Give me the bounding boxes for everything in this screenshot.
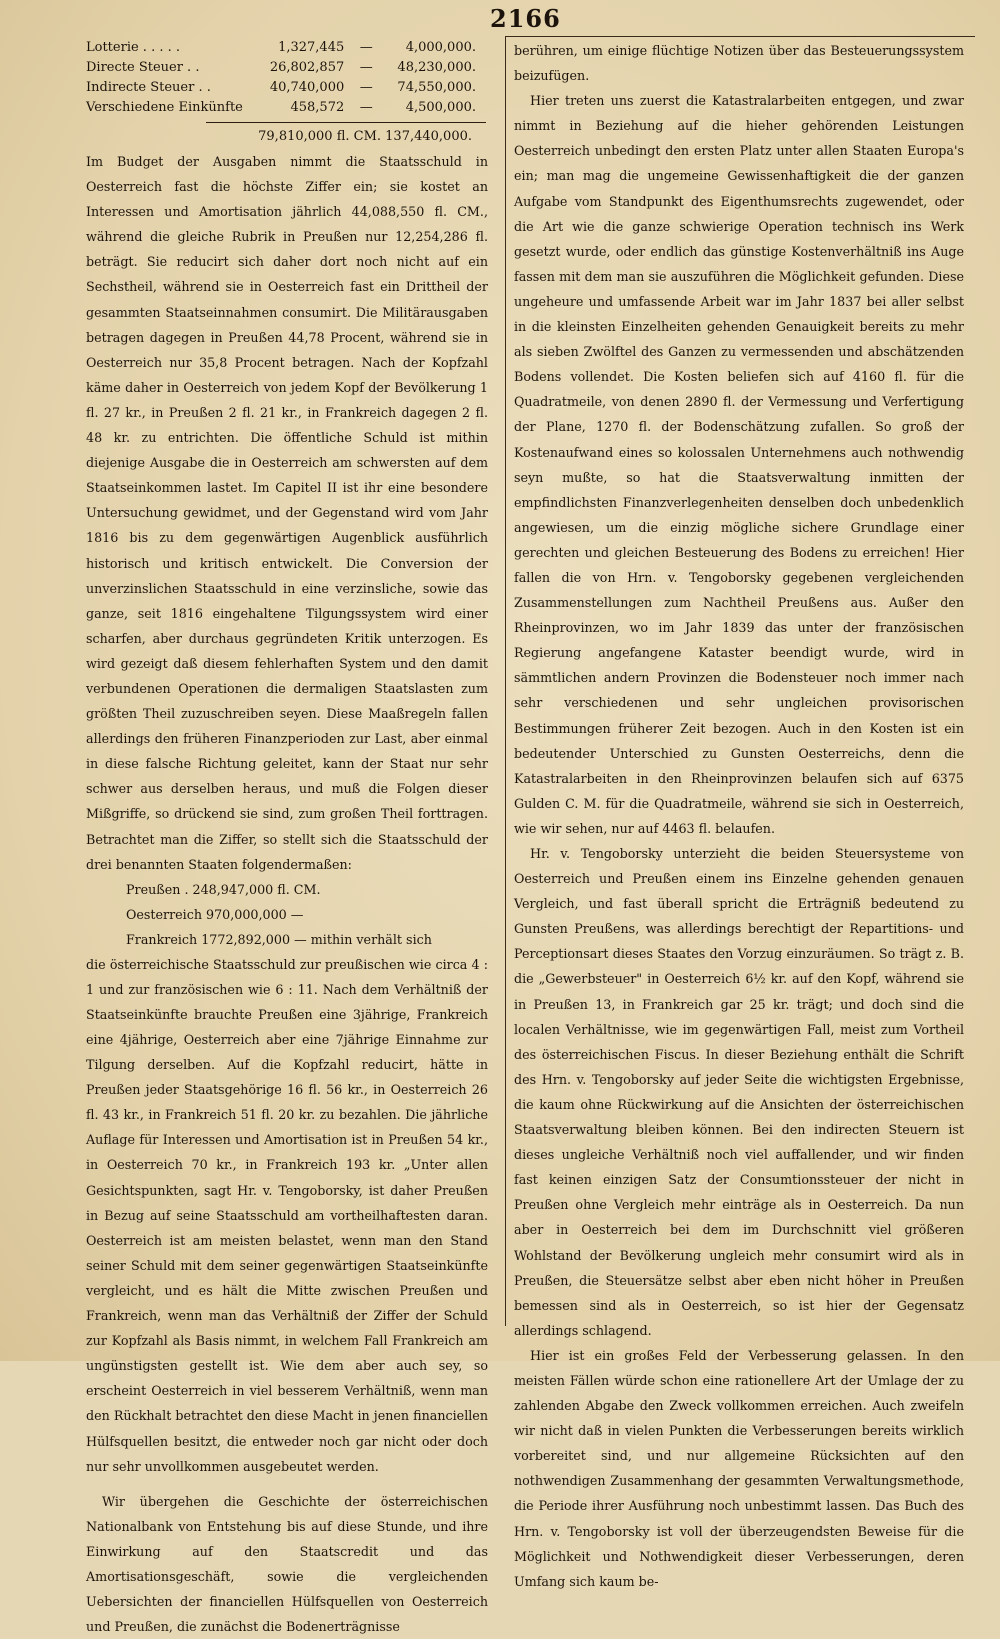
total-rule [206,122,486,123]
row-value-b: 74,550,000. [397,80,476,95]
row-dash: — [359,100,373,115]
debt-line-france: Frankreich 1772,892,000 — mithin verhält sich [126,931,432,947]
paragraph: Hier treten uns zuerst die Katastralarbeiten entgegen, und zwar nimmt in Beziehung auf die hieher gehörenden Leistungen Oesterreich unbedingt den ersten Platz unter allen Staaten Europa's ein; man mag die ungemeine Gewissenhaftigkeit die der ganzen Aufgabe vom Standpunkt des Eigenthumsrechts zugewendet, oder die Art wie die ganze schwierige Operation technisch ins Werk gesetzt wurde, oder endlich das günstige Kostenverhältniß ins Auge fassen mit dem man sie auszuführen die Möglichkeit gefunden. Diese ungeheure und umfassende Arbeit war im Jahr 1837 bei aller selbst in die kleinsten Einzelheiten gehenden Genauigkeit bereits zu mehr als sieben Zwölftel des Ganzen zu vermessenden und abschätzenden Bodens vollendet. Die Kosten beliefen sich auf 4160 fl. für die Quadratmeile, von denen 2890 fl. der Vermessung und Verfertigung der Plane, 1270 fl. der Bodenschätzung zufallen. So groß der Kostenaufwand eines so kolossalen Unternehmens auch nothwendig seyn mußte, so hat die Staatsverwaltung inmitten der empfindlichsten Finanzverlegenheiten denselben doch unbedenklich angewiesen, um die einzig mögliche sichere Grundlage einer gerechten und gleichen Besteuerung des Bodens zu erreichen! Hier fallen die von Hrn. v. Tengoborsky gegebenen vergleichenden Zusammenstellungen zum Nachtheil Preußens aus. Außer den Rheinprovinzen, wo im Jahr 1839 das unter der französischen Regierung angefangene Kataster beendigt wurde, wird in sämmtlichen andern Provinzen die Bodensteuer noch immer nach sehr verschiedenen und sehr ungleichen provisorischen Bestimmungen früherer Zeit bezogen. Auch in den Kosten ist ein bedeutender Unterschied zu Gunsten Oesterreichs, denn die Katastralarbeiten in den Rheinprovinzen belaufen sich auf 6375 Gulden C. M. für die Quadratmeile, während sie sich in Oesterreich, wie wir sehen, nur auf 4463 fl. belaufen. [514,93,964,836]
row-dash: — [359,60,373,75]
left-column [86,38,488,1639]
row-dash: — [359,40,373,55]
row-value-a: 1,327,445 [278,40,345,55]
header-rule [505,36,975,37]
debt-line-austria: Oesterreich 970,000,000 — [126,906,304,922]
row-value-b: 4,500,000. [405,100,476,115]
paragraph: berühren, um einige flüchtige Notizen über das Besteuerungssystem beizufügen. [514,43,964,84]
row-label: Directe Steuer . . [86,60,200,75]
column-divider [505,36,506,1326]
row-value-a: 26,802,857 [269,60,345,75]
paragraph: Hier ist ein großes Feld der Verbesserung gelassen. In den meisten Fällen würde schon eine rationellere Art der Umlage der zu zahlenden Abgabe den Zweck vollkommen erreichen. Auch zweifeln wir nicht daß in vielen Punkten die Verbesserungen bereits wirklich vorbereitet sind, und nur allgemeine Rücksichten auf den nothwendigen Zusammenhang der gesammten Verwaltungsmethode, die Periode ihrer Ausführung noch unbestimmt lassen. Das Buch des Hrn. v. Tengoborsky ist voll der überzeugendsten Beweise für die Möglichkeit und Nothwendigkeit dieser Verbesserungen, deren Umfang sich kaum be- [514,1347,964,1589]
table-row [86,38,476,58]
table-total: 79,810,000 fl. CM. 137,440,000. [258,129,472,144]
paragraph: Wir übergehen die Geschichte der österreichischen Nationalbank von Entstehung bis auf diese Stunde, und ihre Einwirkung auf den Staatscredit und das Amortisationsgeschäft, sowie die vergleichenden Uebersichten der financiellen Hülfsquellen von Oesterreich und Preußen, die zunächst die Bodenerträgnisse [86,1493,488,1635]
right-column [514,38,964,1594]
row-label: Indirecte Steuer . . [86,80,211,95]
paragraph: die österreichische Staatsschuld zur preußischen wie circa 4 : 1 und zur französischen wie 6 : 11. Nach dem Verhältniß der Staatseinkünfte brauchte Preußen eine 3jährige, Frankreich eine 4jährige, Oesterreich aber eine 7jährige Einnahme zur Tilgung derselben. Auf die Kopfzahl reducirt, hätte in Preußen jeder Staatsgehörige 16 fl. 56 kr., in Oesterreich 26 fl. 43 kr., in Frankreich 51 fl. 20 kr. zu bezahlen. Die jährliche Auflage für Interessen und Amortisation ist in Preußen 54 kr., in Oesterreich 70 kr., in Frankreich 193 kr. „Unter allen Gesichtspunkten, sagt Hr. v. Tengoborsky, ist daher Preußen in Bezug auf seine Staatsschuld am vortheilhaftesten daran. Oesterreich ist am meisten belastet, wenn man den Stand seiner Schuld mit dem seiner gegenwärtigen Staatseinkünfte vergleicht, und es hält die Mitte zwischen Preußen und Frankreich, wenn man das Verhältniß der Ziffer der Schuld zur Kopfzahl als Basis nimmt, in welchem Fall Frankreich am ungünstigsten gestellt ist. Wie dem aber auch sey, so erscheint Oesterreich in viel besserem Verhältniß, wenn man den Rückhalt betrachtet den diese Macht in jenen financiellen Hülfsquellen besitzt, die entweder noch gar nicht oder doch nur sehr unvollkommen ausgebeutet werden. [86,956,488,1474]
debt-line-prussia: Preußen . 248,947,000 fl. CM. [126,881,321,897]
table-row [86,78,476,98]
debt-list [86,877,488,952]
row-label: Lotterie . . . . . [86,40,180,55]
table-row [86,98,476,118]
paragraph: Im Budget der Ausgaben nimmt die Staatsschuld in Oesterreich fast die höchste Ziffer ein; sie kostet an Interessen und Amortisation jährlich 44,088,550 fl. CM., während die gleiche Rubrik in Preußen nur 12,254,286 fl. beträgt. Sie reducirt sich daher dort noch nicht auf ein Sechstheil, während sie in Oesterreich fast ein Drittheil der gesammten Staatseinnahmen consumirt. Die Militärausgaben betragen dagegen in Preußen 44,78 Procent, während sie in Oesterreich nur 35,8 Procent betragen. Nach der Kopfzahl käme daher in Oesterreich von jedem Kopf der Bevölkerung 1 fl. 27 kr., in Preußen 2 fl. 21 kr., in Frankreich dagegen 2 fl. 48 kr. zu entrichten. Die öffentliche Schuld ist mithin diejenige Ausgabe die in Oesterreich am schwersten auf dem Staatseinkommen lastet. Im Capitel II ist ihr eine besondere Untersuchung gewidmet, und der Gegenstand wird vom Jahr 1816 bis zu dem gegenwärtigen Augenblick ausführlich historisch und kritisch entwickelt. Die Conversion der unverzinslichen Staatsschuld in eine verzinsliche, sowie das ganze, seit 1816 eingehaltene Tilgungssystem wird einer scharfen, aber durchaus gegründeten Kritik unterzogen. Es wird gezeigt daß diesem fehlerhaften System und den damit verbundenen Operationen die dermaligen Staatslasten zum größten Theil zuzuschreiben seyen. Diese Maaßregeln fallen allerdings den früheren Finanzperioden zur Last, aber einmal in diese falsche Richtung geleitet, kann der Staat nur sehr schwer aus derselben heraus, und muß die Folgen dieser Mißgriffe, so drückend sie sind, zum großen Theil forttragen. Betrachtet man die Ziffer, so stellt sich die Staatsschuld der drei benannten Staaten folgendermaßen: [86,154,488,872]
row-dash: — [359,80,373,95]
revenue-table [86,38,476,118]
page-number: 2166 [490,4,561,33]
row-value-b: 48,230,000. [397,60,476,75]
row-value-a: 40,740,000 [269,80,345,95]
paragraph: Hr. v. Tengoborsky unterzieht die beiden Steuersysteme von Oesterreich und Preußen einem ins Einzelne gehenden genauen Vergleich, und fast überall spricht die Erträgniß bedeutend zu Gunsten Preußens, was allerdings berechtigt der Repartitions- und Perceptionsart dieses Staates den Vorzug einzuräumen. So trägt z. B. die „Gewerbsteuer" in Oesterreich 6½ kr. auf den Kopf, während sie in Preußen 13, in Frankreich gar 25 kr. trägt; und doch sind die localen Verhältnisse, wie im gegenwärtigen Fall, meist zum Vortheil des österreichischen Fiscus. In dieser Beziehung enthält die Schrift des Hrn. v. Tengoborsky auf jeder Seite die wichtigsten Ergebnisse, die kaum ohne Rückwirkung auf die Ansichten der österreichischen Staatsverwaltung bleiben können. Bei den indirecten Steuern ist dieses ungleiche Verhältniß noch viel auffallender, und wir finden fast keinen einzigen Satz der Consumtionssteuer der nicht in Preußen ohne Vergleich mehr einträge als in Oesterreich. Da nun aber in Oesterreich bei dem im Durchschnitt viel größeren Wohlstand der Bevölkerung ungleich mehr consumirt wird als in Preußen, die Steuersätze selbst aber eben nicht höher in Preußen bemessen sind als in Oesterreich, so ist hier der Gegensatz allerdings schlagend. [514,846,964,1338]
row-value-b: 4,000,000. [405,40,476,55]
row-label: Verschiedene Einkünfte [86,100,243,115]
table-row [86,58,476,78]
row-value-a: 458,572 [290,100,345,115]
